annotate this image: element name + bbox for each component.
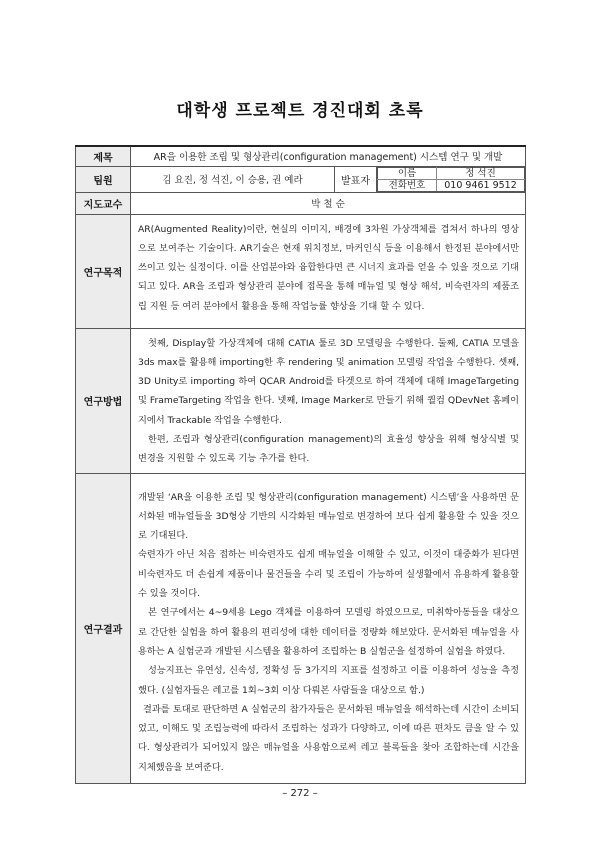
method-label: 연구방법 (76, 328, 131, 473)
result-label: 연구결과 (76, 473, 131, 783)
page-number: – 272 – (282, 788, 318, 799)
purpose-text (131, 214, 526, 328)
method-paragraph: 한편, 조립과 형상관리(configuration management)의 효율성 향상을 위해 형상식별 및 변경을 지원할 수 있도록 기능 추가를 한다. (138, 433, 520, 465)
title-value: AR을 이용한 조립 및 형상관리(configuration management) 시스템 연구 및 개발 (131, 146, 526, 166)
team-label: 팀원 (76, 166, 131, 192)
advisor-value: 박 철 순 (131, 192, 526, 214)
phone-label: 전화번호 (378, 179, 437, 191)
team-members: 김 요진, 정 석진, 이 승용, 권 예라 (131, 166, 335, 192)
phone-value: 010 9461 9512 (437, 179, 525, 191)
result-text (131, 473, 526, 783)
method-paragraph: 첫째, Display할 가상객체에 대해 CATIA 툴로 3D 모델링을 수행한다. 둘째, CATIA 모델을 3ds max를 활용해 importing한 후 rendering 및 animation 모델링 작업을 수행한다. 셋째, 3D Unity로 importing 하여 QCAR Android를 타겟으로 하여 객체에 대해 ImageTargeting 및 FrameTargeting 작업을 한다. 넷째, Image Marker로 만들기 위해 퀄컴 QDevNet 홈페이지에서 Trackable 작업을 수행한다. (138, 337, 520, 426)
team-row (76, 166, 526, 192)
purpose-label: 연구목적 (76, 214, 131, 328)
purpose-row (76, 214, 526, 328)
result-paragraph: 개발된 ‘AR을 이용한 조립 및 형상관리(configuration management) 시스템’을 사용하면 문서화된 매뉴얼들을 3D형상 기반의 시각화된 매뉴얼로 변경하여 보다 쉽게 활용할 수 있을 것으로 기대된다. (138, 491, 520, 542)
advisor-label: 지도교수 (76, 192, 131, 214)
purpose-paragraph: AR(Augmented Reality)이란, 현실의 이미지, 배경에 3차원 가상객체를 겹쳐서 하나의 영상으로 보여주는 기술이다. AR기술은 현재 위치정보, 마커인식 등을 이용해서 한정된 분야에서만 쓰이고 있는 실정이다. 이를 산업분야와 융합한다면 큰 시너지 효과를 얻을 수 있을 것으로 기대되고 있다. AR을 조립과 형상관리 분야에 접목을 통해 매뉴얼 및 형상 해석, 비숙련자의 제품조립 지원 등 여러 분야에서 활용을 통해 작업능률 향상을 기대 할 수 있다. (138, 223, 520, 312)
result-paragraph: 결과를 토대로 판단하면 A 실험군의 참가자들은 문서화된 매뉴얼을 해석하는데 시간이 소비되었고, 이해도 및 조립능력에 따라서 조립하는 성과가 다양하고, 이에 따른 편차도 큼을 알 수 있다. 형상관리가 되어있지 않은 매뉴얼을 사용함으로써 레고 블록들을 찾아 조합하는데 시간을 지체했음을 보여준다. (138, 703, 520, 773)
presenter-info (377, 166, 526, 192)
presenter-label: 발표자 (335, 166, 377, 192)
result-row (76, 473, 526, 783)
result-paragraph: 숙련자가 아닌 처음 접하는 비숙련자도 쉽게 매뉴얼을 이해할 수 있고, 이것이 대중화가 된다면 비숙련자도 더 손쉽게 제품이나 물건들을 수리 및 조립이 가능하여 실생활에서 유용하게 활용할 수 있을 것이다. (138, 549, 520, 600)
result-paragraph: 성능지표는 유연성, 신속성, 정확성 등 3가지의 지표를 설정하고 이를 이용하여 성능을 측정했다. (실험자들은 레고를 1회~3회 이상 다뤄본 사람들을 대상으로 함.) (138, 665, 520, 696)
method-row (76, 328, 526, 473)
presenter-table (377, 167, 525, 192)
title-label: 제목 (76, 146, 131, 166)
name-label: 이름 (378, 167, 437, 179)
advisor-row (76, 192, 526, 214)
method-text (131, 328, 526, 473)
result-paragraph: 본 연구에서는 4~9세용 Lego 객체를 이용하여 모델링 하였으므로, 미취학아동들을 대상으로 간단한 실험을 하여 활용의 편리성에 대한 데이터를 정량화 해보았다. 문서화된 매뉴얼을 사용하는 A 실험군과 개발된 시스템을 활용하여 조립하는 B 실험군을 설정하여 실험을 하였다. (138, 607, 520, 657)
name-value: 정 석진 (437, 167, 525, 179)
abstract-table (75, 145, 526, 784)
title-row (76, 146, 526, 166)
page-title: 대학생 프로젝트 경진대회 초록 (176, 101, 424, 121)
